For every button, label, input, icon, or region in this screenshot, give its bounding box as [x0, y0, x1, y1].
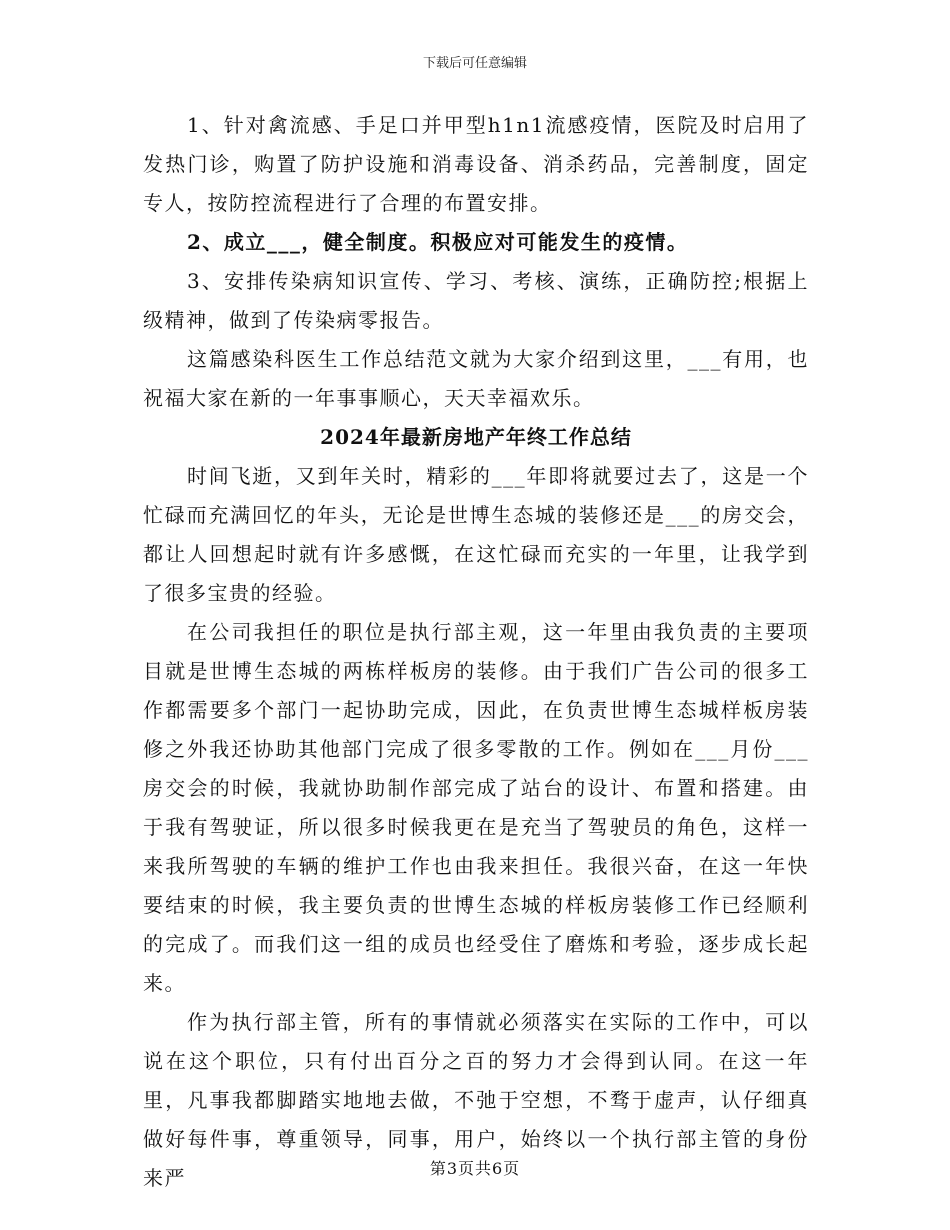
paragraph-3: 3、安排传染病知识宣传、学习、考核、演练，正确防控;根据上级精神，做到了传染病零报告。: [143, 269, 809, 332]
paragraph-7: 作为执行部主管，所有的事情就必须落实在实际的工作中，可以说在这个职位，只有付出百分之百的努力才会得到认同。在这一年里，凡事我都脚踏实地地去做，不弛于空想，不骛于虚声，认仔细真做好每件事，尊重领导，同事，用户，始终以一个执行部主管的身份来严: [143, 1010, 809, 1190]
section-title: 2024年最新房地产年终工作总结: [320, 425, 632, 449]
page-number: 第3页共6页: [429, 1159, 521, 1178]
paragraph-2-bold: 2、成立___，健全制度。积极应对可能发生的疫情。: [187, 230, 689, 254]
paragraph-1: 1、针对禽流感、手足口并甲型h1n1流感疫情，医院及时启用了发热门诊，购置了防护设施和消毒设备、消杀药品，完善制度，固定专人，按防控流程进行了合理的布置安排。: [143, 113, 809, 215]
paragraph-4: 这篇感染科医生工作总结范文就为大家介绍到这里，___有用，也祝福大家在新的一年事事顺心，天天幸福欢乐。: [143, 347, 809, 410]
paragraph-5: 时间飞逝，又到年关时，精彩的___年即将就要过去了，这是一个忙碌而充满回忆的年头，无论是世博生态城的装修还是___的房交会，都让人回想起时就有许多感慨，在这忙碌而充实的一年里，让我学到了很多宝贵的经验。: [143, 464, 809, 605]
page-header: 下载后可任意编辑: [422, 56, 527, 71]
document-body: [143, 106, 809, 1198]
paragraph-6: 在公司我担任的职位是执行部主观，这一年里由我负责的主要项目就是世博生态城的两栋样板房的装修。由于我们广告公司的很多工作都需要多个部门一起协助完成，因此，在负责世博生态城样板房装修之外我还协助其他部门完成了很多零散的工作。例如在___月份___房交会的时候，我就协助制作部完成了站台的设计、布置和搭建。由于我有驾驶证，所以很多时候我更在是充当了驾驶员的角色，这样一来我所驾驶的车辆的维护工作也由我来担任。我很兴奋，在这一年快要结束的时候，我主要负责的世博生态城的样板房装修工作已经顺利的完成了。而我们这一组的成员也经受住了磨炼和考验，逐步成长起来。: [143, 620, 809, 995]
